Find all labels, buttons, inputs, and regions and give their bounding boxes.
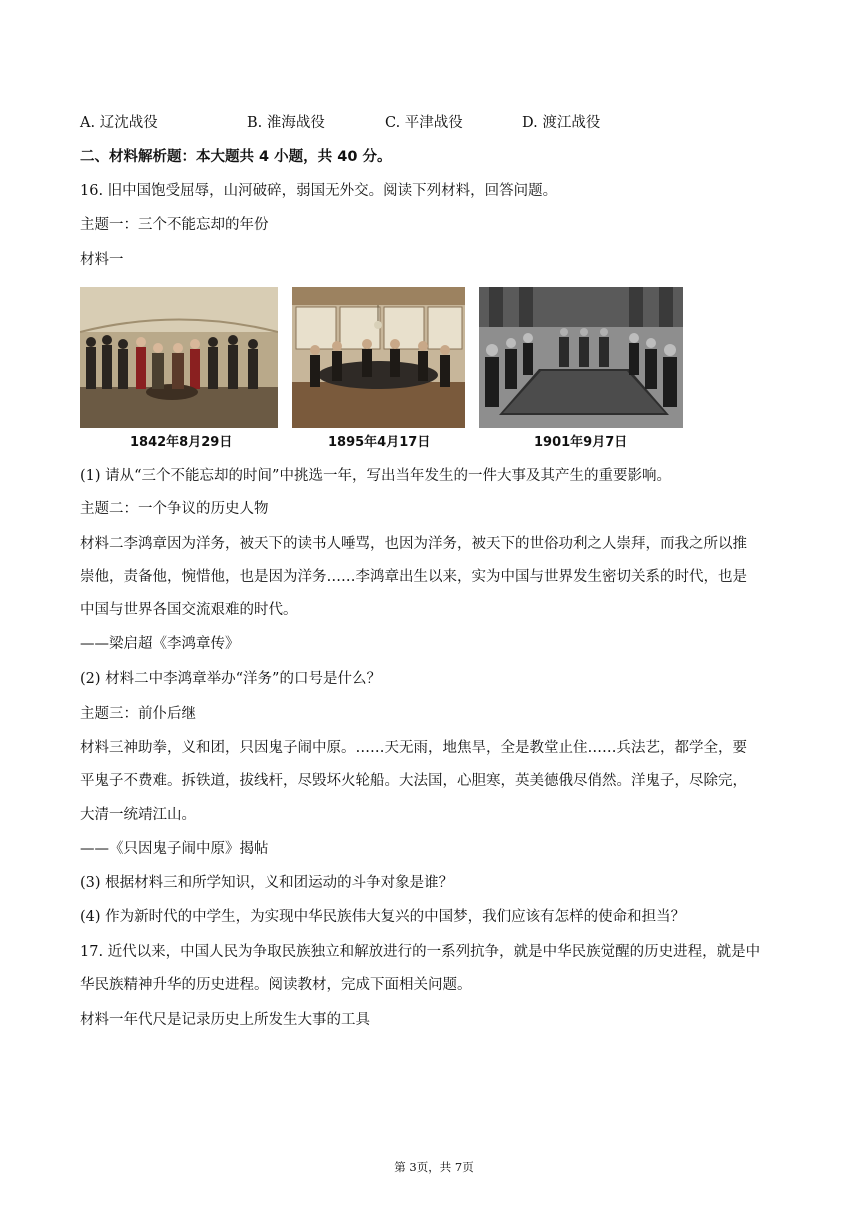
theme-2: 主题二：一个争议的历史人物 — [80, 501, 269, 517]
material-2-line-3: 中国与世界各国交流艰难的时代。 — [80, 602, 298, 618]
q17-material-1: 材料一年代尺是记录历史上所发生大事的工具 — [80, 1012, 370, 1028]
theme-1: 主题一：三个不能忘却的年份 — [80, 217, 269, 233]
option-c: C. 平津战役 — [385, 115, 463, 131]
option-a: A. 辽沈战役 — [80, 115, 158, 131]
page-number: 第 3页，共 7页 — [394, 1160, 474, 1174]
material-1-label: 材料一 — [80, 252, 124, 268]
material-3-line-3: 大清一统靖江山。 — [80, 807, 196, 823]
q16-intro: 16. 旧中国饱受屈辱，山河破碎，弱国无外交。阅读下列材料，回答问题。 — [80, 183, 558, 199]
q16-sub-4: (4) 作为新时代的中学生，为实现中华民族伟大复兴的中国梦，我们应该有怎样的使命和担当？ — [80, 909, 686, 925]
option-d: D. 渡江战役 — [522, 115, 601, 131]
q17-intro-line-1: 17. 近代以来，中国人民为争取民族独立和解放进行的一系列抗争，就是中华民族觉醒的历史进程，就是中 — [80, 944, 761, 960]
protocol-signing-photo-icon — [479, 287, 683, 428]
material-2-line-2: 崇他，责备他，惋惜他，也是因为洋务……李鸿章出生以来，实为中国与世界发生密切关系的时代，也是 — [80, 569, 747, 585]
q16-sub-2: (2) 材料二中李鸿章举办“洋务”的口号是什么？ — [80, 671, 381, 687]
photo-caption-2: 1895年4月17日 — [328, 435, 431, 450]
q16-sub-1: (1) 请从“三个不能忘却的时间”中挑选一年，写出当年发生的一件大事及其产生的重要影响。 — [80, 468, 671, 484]
theme-3: 主题三：前仆后继 — [80, 706, 196, 722]
section-heading: 二、材料解析题：本大题共 4 小题，共 40 分。 — [80, 149, 392, 165]
material-2-source: ——梁启超《李鸿章传》 — [80, 636, 240, 652]
material-3-source: ——《只因鬼子闹中原》揭帖 — [80, 841, 269, 857]
material-3-line-1: 材料三神助拳，义和团，只因鬼子闹中原。……天无雨，地焦旱，全是教堂止住……兵法艺，都学全，要 — [80, 740, 747, 756]
treaty-conference-photo-icon — [292, 287, 465, 428]
q16-sub-3: (3) 根据材料三和所学知识，义和团运动的斗争对象是谁？ — [80, 875, 454, 891]
treaty-signing-painting-icon — [80, 287, 278, 428]
q17-intro-line-2: 华民族精神升华的历史进程。阅读教材，完成下面相关问题。 — [80, 977, 472, 993]
photo-caption-3: 1901年9月7日 — [534, 435, 628, 450]
option-b: B. 淮海战役 — [247, 115, 325, 131]
material-3-line-2: 平鬼子不费难。拆铁道，拔线杆，尽毁坏火轮船。大法国，心胆寒，英美德俄尽俏然。洋鬼子，尽除完， — [80, 773, 747, 789]
photo-caption-1: 1842年8月29日 — [130, 435, 233, 450]
material-2-line-1: 材料二李鸿章因为洋务，被天下的读书人唾骂，也因为洋务，被天下的世俗功利之人崇拜，而我之所以推 — [80, 536, 747, 552]
